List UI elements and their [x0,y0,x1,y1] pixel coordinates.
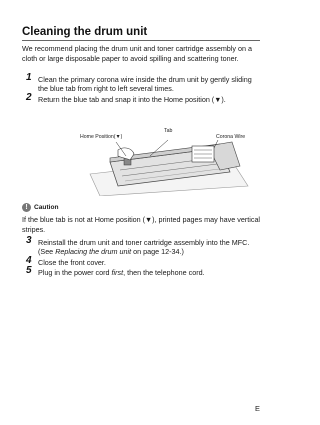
caution-text: If the blue tab is not at Home position (▼), printed pages may have vertical stripes. [22,215,261,234]
home-position-label: Home Position(▼) [80,134,123,140]
cross-reference: Replacing the drum unit [55,247,132,257]
step-text-end: , then the telephone cord. [123,268,205,277]
title-divider [22,40,260,41]
step-2 [22,92,262,104]
step-number: 5 [26,265,32,276]
step-number: 2 [26,92,32,103]
page-marker: E [255,404,260,413]
step-text-end: on page 12-34.) [131,247,184,257]
drum-unit-illustration [80,128,250,196]
step-text: Clean the primary corona wire inside the drum unit by gently sliding the blue tab from right to left several times. [38,75,252,94]
step-text: Return the blue tab and snap it into the Home position (▼). [38,95,226,104]
step-text [38,238,262,257]
step-4 [22,255,262,267]
step-text: Close the front cover. [38,258,106,267]
intro-paragraph: We recommend placing the drum unit and toner cartridge assembly on a cloth or large disposable paper to avoid spilling and scattering toner. [22,44,252,63]
step-text-start: Plug in the power cord [38,268,112,277]
caution-label: Caution [34,204,59,211]
step-text-start: Reinstall the drum unit and toner cartridge assembly into the MFC. (See [38,238,250,257]
step-number: 4 [26,255,32,266]
step-number: 1 [26,72,32,83]
step-3 [22,235,262,257]
corona-wire-label: Corona Wire [216,134,246,140]
step-1 [22,72,262,94]
step-number: 3 [26,235,32,246]
step-text [38,268,262,277]
tab-label: Tab [164,128,173,134]
drum-unit-drawing [80,136,250,196]
caution-icon: ! [22,203,31,212]
caution-heading [22,203,122,213]
step-5 [22,265,262,277]
emphasis: first [111,268,124,277]
page-title: Cleaning the drum unit [22,26,148,38]
